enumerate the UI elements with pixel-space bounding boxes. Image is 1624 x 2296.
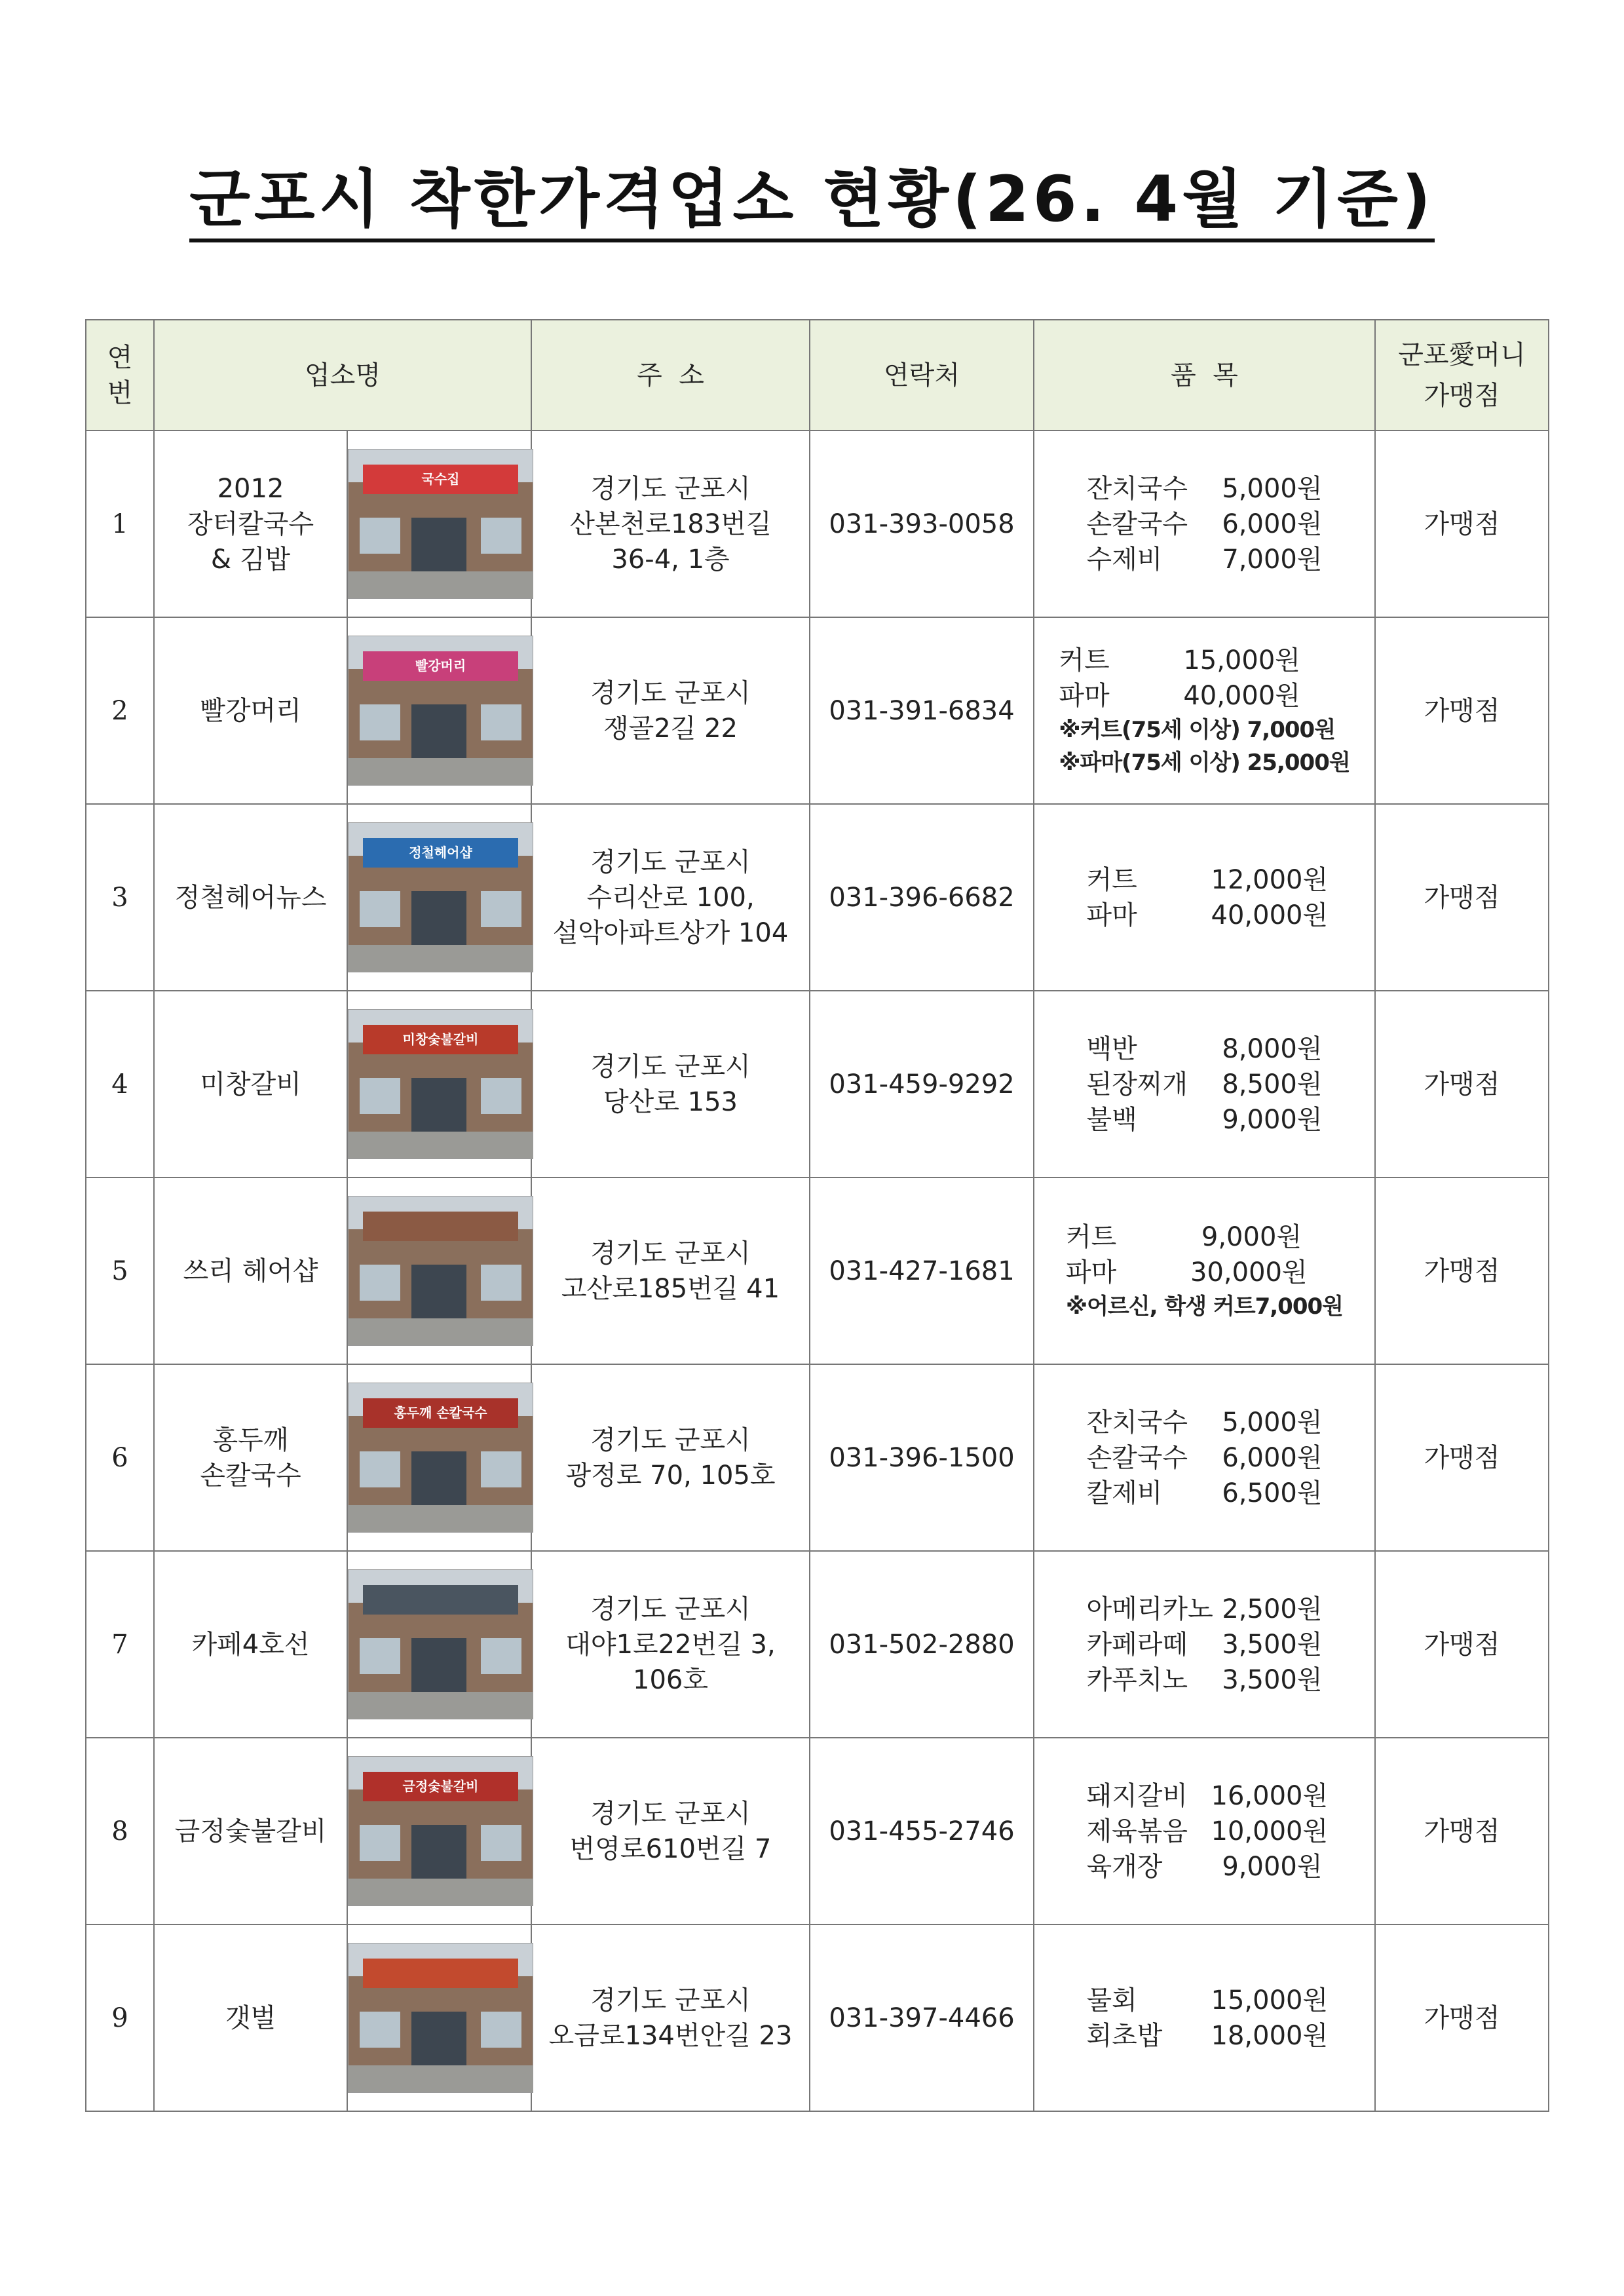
- row-number: 6: [86, 1364, 154, 1551]
- price-item: [1087, 542, 1323, 577]
- row-number: 1: [86, 430, 154, 617]
- item-price: 15,000원: [1211, 1985, 1329, 2016]
- member-status: 가맹점: [1375, 1364, 1549, 1551]
- shop-phone: 031-455-2746: [810, 1738, 1034, 1924]
- member-status: 가맹점: [1375, 991, 1549, 1177]
- table-row: [86, 1924, 1549, 2111]
- shop-photo-signboard: 홍두깨 손칼국수: [363, 1398, 518, 1428]
- member-status: 가맹점: [1375, 1738, 1549, 1924]
- shop-phone: 031-502-2880: [810, 1551, 1034, 1738]
- price-list: [1087, 471, 1323, 577]
- shop-photo: [348, 822, 533, 972]
- shop-photo-signboard: [363, 1585, 518, 1615]
- member-status: 가맹점: [1375, 804, 1549, 991]
- shop-photo: [348, 1943, 533, 2093]
- row-number: 8: [86, 1738, 154, 1924]
- shop-photo: [348, 1196, 533, 1346]
- shop-phone: 031-393-0058: [810, 430, 1034, 617]
- price-list: [1086, 862, 1329, 933]
- shop-photo: [348, 1009, 533, 1159]
- header-address: 주 소: [531, 320, 810, 430]
- price-item: [1087, 1405, 1323, 1440]
- item-price: 6,000원: [1222, 508, 1323, 539]
- row-number: 5: [86, 1177, 154, 1364]
- item-name: 파마: [1059, 680, 1110, 711]
- item-name: 잔치국수: [1086, 1407, 1188, 1438]
- row-number: 9: [86, 1924, 154, 2111]
- price-note: ※커트(75세 이상) 7,000원: [1059, 716, 1336, 743]
- shop-phone: 031-391-6834: [810, 617, 1034, 804]
- shop-photo-signboard: [363, 1959, 518, 1988]
- item-name: 커트: [1086, 864, 1137, 895]
- item-name: 카페라떼: [1086, 1629, 1188, 1660]
- page-title: [0, 149, 1624, 239]
- member-status: 가맹점: [1375, 1924, 1549, 2111]
- item-name: 칼제비: [1086, 1478, 1163, 1508]
- shop-address: 경기도 군포시 당산로 153: [531, 991, 810, 1177]
- item-price: 7,000원: [1222, 544, 1323, 575]
- shop-name: 2012 장터칼국수 & 김밥: [154, 430, 347, 617]
- item-price: 6,500원: [1222, 1478, 1323, 1508]
- member-status: 가맹점: [1375, 617, 1549, 804]
- shop-photo: [348, 1383, 533, 1533]
- price-item: [1087, 1476, 1323, 1511]
- price-item: [1059, 643, 1350, 678]
- shop-name: 쓰리 헤어샵: [154, 1177, 347, 1364]
- shop-name: 정철헤어뉴스: [154, 804, 347, 991]
- shop-address: 경기도 군포시 쟁골2길 22: [531, 617, 810, 804]
- item-price: 16,000원: [1211, 1780, 1329, 1811]
- item-name: 된장찌개: [1086, 1069, 1188, 1100]
- price-item: [1086, 1983, 1329, 2018]
- shop-photo-signboard: 국수집: [363, 465, 518, 494]
- item-price: 9,000원: [1222, 1104, 1323, 1135]
- table-row: [86, 1177, 1549, 1364]
- item-name: 수제비: [1086, 544, 1163, 575]
- shop-items: [1034, 804, 1375, 991]
- price-list: [1086, 1778, 1329, 1885]
- item-price: 5,000원: [1222, 1407, 1323, 1438]
- price-item: [1087, 1031, 1323, 1067]
- shop-photo-signboard: 미창숯불갈비: [363, 1025, 518, 1054]
- shop-photo-cell: [347, 1738, 531, 1924]
- header-name: 업소명: [154, 320, 531, 430]
- item-name: 파마: [1086, 900, 1137, 930]
- price-item: [1087, 1662, 1323, 1698]
- price-item: [1087, 1627, 1323, 1662]
- item-price: 12,000원: [1211, 864, 1329, 895]
- item-name: 제육볶음: [1086, 1816, 1188, 1846]
- shop-name: 미창갈비: [154, 991, 347, 1177]
- shop-address: 경기도 군포시 광정로 70, 105호: [531, 1364, 810, 1551]
- price-item: [1086, 1778, 1329, 1814]
- item-price: 3,500원: [1222, 1629, 1323, 1660]
- shop-photo-cell: [347, 430, 531, 617]
- table-row: [86, 430, 1549, 617]
- shop-items: [1034, 1364, 1375, 1551]
- item-price: 40,000원: [1211, 900, 1329, 930]
- item-name: 물회: [1086, 1985, 1137, 2016]
- item-name: 불백: [1086, 1104, 1137, 1135]
- shop-photo-signboard: 정철헤어샵: [363, 838, 518, 868]
- item-price: 2,500원: [1222, 1594, 1323, 1624]
- shop-photo: [348, 1756, 533, 1906]
- item-name: 커트: [1066, 1221, 1117, 1252]
- item-price: 3,500원: [1222, 1664, 1323, 1695]
- page-title-text: 군포시 착한가격업소 현황(26. 4월 기준): [189, 163, 1435, 242]
- member-status: 가맹점: [1375, 1177, 1549, 1364]
- shop-photo: [348, 449, 533, 599]
- item-price: 8,000원: [1222, 1033, 1323, 1064]
- shop-items: [1034, 1551, 1375, 1738]
- item-name: 커트: [1059, 645, 1110, 676]
- shop-items: [1034, 617, 1375, 804]
- header-member-line2: 가맹점: [1424, 380, 1500, 411]
- item-price: 10,000원: [1211, 1816, 1329, 1846]
- item-price: 6,000원: [1222, 1442, 1323, 1473]
- shop-photo-cell: [347, 1364, 531, 1551]
- price-item: [1087, 1849, 1323, 1885]
- shop-photo-cell: [347, 991, 531, 1177]
- item-name: 아메리카노: [1086, 1594, 1213, 1624]
- shop-phone: 031-397-4466: [810, 1924, 1034, 2111]
- price-list: [1087, 1592, 1323, 1698]
- price-note: ※어르신, 학생 커트7,000원: [1066, 1293, 1343, 1320]
- shop-photo-signboard: 빨강머리: [363, 651, 518, 681]
- item-price: 8,500원: [1222, 1069, 1323, 1100]
- item-price: 9,000원: [1222, 1851, 1323, 1882]
- price-note: ※파마(75세 이상) 25,000원: [1059, 749, 1350, 776]
- header-member: [1375, 320, 1549, 430]
- table-row: [86, 991, 1549, 1177]
- header-member-line1: 군포愛머니: [1398, 339, 1526, 370]
- shop-phone: 031-396-6682: [810, 804, 1034, 991]
- row-number: 4: [86, 991, 154, 1177]
- shop-items: [1034, 1177, 1375, 1364]
- shop-photo-cell: [347, 1924, 531, 2111]
- shop-items: [1034, 991, 1375, 1177]
- table-header-row: [86, 320, 1549, 430]
- price-list: [1087, 1405, 1323, 1511]
- price-item: [1086, 898, 1329, 933]
- item-name: 육개장: [1086, 1851, 1163, 1882]
- shop-address: 경기도 군포시 오금로134번안길 23: [531, 1924, 810, 2111]
- shop-name: 빨강머리: [154, 617, 347, 804]
- item-name: 손칼국수: [1086, 1442, 1188, 1473]
- item-name: 카푸치노: [1086, 1664, 1188, 1695]
- shop-address: 경기도 군포시 수리산로 100, 설악아파트상가 104: [531, 804, 810, 991]
- member-status: 가맹점: [1375, 1551, 1549, 1738]
- shop-phone: 031-427-1681: [810, 1177, 1034, 1364]
- shop-photo-signboard: [363, 1212, 518, 1241]
- shop-address: 경기도 군포시 고산로185번길 41: [531, 1177, 810, 1364]
- price-item: [1086, 1814, 1329, 1849]
- item-name: 회초밥: [1086, 2020, 1163, 2051]
- price-list: [1086, 1983, 1329, 2054]
- item-name: 파마: [1066, 1257, 1117, 1288]
- table-row: [86, 617, 1549, 804]
- price-item: [1087, 507, 1323, 542]
- shop-name: 홍두깨 손칼국수: [154, 1364, 347, 1551]
- price-list: [1087, 1031, 1323, 1138]
- item-price: 15,000원: [1183, 645, 1300, 676]
- shop-table: [85, 319, 1549, 2112]
- price-item: [1087, 1102, 1323, 1138]
- item-name: 돼지갈비: [1086, 1780, 1188, 1811]
- header-no: 연 번: [86, 320, 154, 430]
- row-number: 2: [86, 617, 154, 804]
- price-item: [1066, 1255, 1343, 1290]
- shop-photo-cell: [347, 804, 531, 991]
- shop-name: 금정숯불갈비: [154, 1738, 347, 1924]
- shop-photo-cell: [347, 617, 531, 804]
- price-item: [1086, 862, 1329, 898]
- price-list: [1059, 643, 1350, 779]
- price-item: [1059, 678, 1350, 714]
- item-price: 40,000원: [1183, 680, 1300, 711]
- shop-address: 경기도 군포시 번영로610번길 7: [531, 1738, 810, 1924]
- item-price: 9,000원: [1201, 1221, 1302, 1252]
- table-row: [86, 1738, 1549, 1924]
- table-row: [86, 1364, 1549, 1551]
- item-name: 잔치국수: [1086, 473, 1188, 504]
- shop-items: [1034, 1738, 1375, 1924]
- shop-phone: 031-396-1500: [810, 1364, 1034, 1551]
- shop-photo: [348, 1569, 533, 1719]
- shop-photo-signboard: 금정숯불갈비: [363, 1772, 518, 1801]
- shop-address: 경기도 군포시 대야1로22번길 3, 106호: [531, 1551, 810, 1738]
- header-items: 품 목: [1034, 320, 1375, 430]
- price-list: [1066, 1219, 1343, 1323]
- shop-items: [1034, 430, 1375, 617]
- price-item: [1086, 2018, 1329, 2054]
- item-name: 손칼국수: [1086, 508, 1188, 539]
- table-row: [86, 1551, 1549, 1738]
- shop-photo-cell: [347, 1177, 531, 1364]
- price-item: [1087, 1592, 1323, 1627]
- member-status: 가맹점: [1375, 430, 1549, 617]
- shop-photo: [348, 636, 533, 786]
- shop-name: 갯벌: [154, 1924, 347, 2111]
- price-item: [1087, 471, 1323, 507]
- shop-photo-cell: [347, 1551, 531, 1738]
- price-item: [1087, 1440, 1323, 1476]
- item-name: 백반: [1086, 1033, 1137, 1064]
- shop-phone: 031-459-9292: [810, 991, 1034, 1177]
- shop-items: [1034, 1924, 1375, 2111]
- header-phone: 연락처: [810, 320, 1034, 430]
- price-item: [1087, 1067, 1323, 1102]
- price-item: [1066, 1219, 1343, 1255]
- table-row: [86, 804, 1549, 991]
- item-price: 18,000원: [1211, 2020, 1329, 2051]
- item-price: 5,000원: [1222, 473, 1323, 504]
- shop-name: 카페4호선: [154, 1551, 347, 1738]
- shop-address: 경기도 군포시 산본천로183번길 36-4, 1층: [531, 430, 810, 617]
- item-price: 30,000원: [1190, 1257, 1308, 1288]
- row-number: 7: [86, 1551, 154, 1738]
- row-number: 3: [86, 804, 154, 991]
